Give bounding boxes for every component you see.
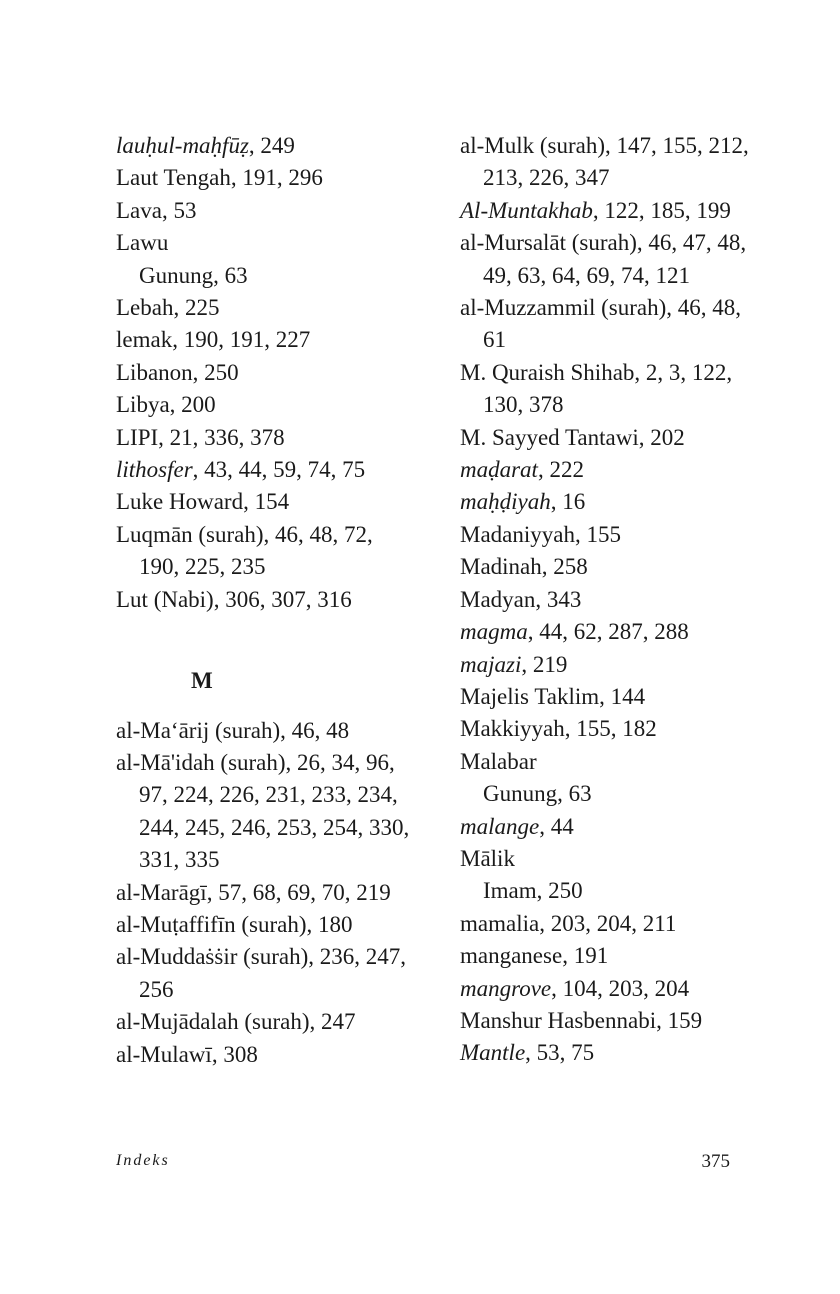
- index-term: manganese: [460, 943, 563, 969]
- index-entry: [460, 908, 750, 940]
- index-term: Makkiyyah: [460, 716, 565, 742]
- index-pages: , 250: [192, 359, 239, 385]
- index-pages: , 190, 191, 227: [172, 327, 311, 353]
- index-pages: , 191: [562, 943, 609, 969]
- index-pages: , 2, 3, 122, 130, 378: [483, 359, 733, 418]
- index-pages: , 144: [599, 683, 646, 709]
- index-pages: , 46, 48: [280, 717, 350, 743]
- index-term: al-Muṭaffifīn (surah): [116, 911, 307, 937]
- index-pages: , 306, 307, 316: [213, 586, 352, 612]
- index-entry: [116, 1039, 416, 1071]
- index-entry: [116, 909, 416, 941]
- index-entry: [460, 357, 750, 422]
- index-pages: , 203, 204, 211: [539, 910, 677, 936]
- index-term: Lut (Nabi): [116, 586, 214, 612]
- index-term: mamalia: [460, 910, 540, 936]
- index-term: M. Sayyed Tantawi: [460, 424, 639, 450]
- index-entry: [116, 747, 416, 877]
- index-term: al-Marāgī: [116, 879, 207, 905]
- index-entry: [116, 519, 416, 584]
- index-term: malange: [460, 813, 540, 839]
- index-term: al-Mursalāt (surah): [460, 230, 637, 256]
- index-term: mangrove: [460, 975, 552, 1001]
- index-entry: [460, 649, 750, 681]
- index-entry: [460, 195, 750, 227]
- index-entry: [116, 195, 416, 227]
- index-term: al-Mā'idah (surah): [116, 749, 286, 775]
- index-pages: , 180: [306, 911, 353, 937]
- index-term: al-Muzzammil (surah): [460, 295, 667, 321]
- index-pages: , 219: [521, 651, 568, 677]
- index-pages: , 43, 44, 59, 74, 75: [192, 457, 366, 483]
- index-term: maḥḍiyah: [460, 489, 551, 515]
- index-pages: , 155, 182: [564, 716, 657, 742]
- index-entry: [460, 616, 750, 648]
- index-column-left: [116, 130, 416, 1071]
- index-pages: , 154: [243, 489, 290, 515]
- index-subentry: Imam, 250: [483, 878, 583, 904]
- index-entry: [460, 713, 750, 745]
- entries-after: [116, 715, 416, 1071]
- index-pages: , 16: [550, 489, 586, 515]
- index-pages: , 57, 68, 69, 70, 219: [206, 879, 391, 905]
- index-entry: [116, 227, 416, 259]
- index-entry: [116, 324, 416, 356]
- index-pages: , 247: [309, 1009, 356, 1035]
- index-entry: [116, 486, 416, 518]
- index-pages: , 155: [574, 521, 621, 547]
- index-entry: [116, 389, 416, 421]
- index-entry: [116, 357, 416, 389]
- index-pages: , 191, 296: [230, 165, 323, 191]
- index-pages: , 53, 75: [525, 1040, 595, 1066]
- index-subentry: Gunung, 63: [139, 262, 248, 288]
- entries-before: [116, 130, 416, 616]
- index-pages: , 44, 62, 287, 288: [527, 619, 689, 645]
- index-entry: [460, 681, 750, 713]
- index-pages: , 200: [169, 392, 216, 418]
- index-term: lauḥul-maḥfūẓ: [116, 133, 249, 158]
- index-term: Mālik: [460, 845, 515, 871]
- index-pages: , 222: [537, 457, 584, 483]
- index-pages: , 21, 336, 378: [158, 424, 285, 450]
- index-entry: [460, 519, 750, 551]
- index-entry: [460, 454, 750, 486]
- index-pages: , 46, 48, 72, 190, 225, 235: [139, 521, 373, 580]
- index-entry: [460, 292, 750, 357]
- index-term: al-Muddaṡṡir (surah): [116, 944, 309, 970]
- index-pages: , 46, 47, 48, 49, 63, 64, 69, 74, 121: [483, 230, 747, 288]
- index-subentry: Gunung, 63: [483, 781, 592, 807]
- index-term: al-Ma‘ārij (surah): [116, 717, 281, 743]
- index-entry: [460, 843, 750, 875]
- index-term: Libya: [116, 392, 170, 418]
- index-term: majazi: [460, 651, 522, 677]
- index-term: lemak: [116, 327, 173, 353]
- index-entry: [460, 940, 750, 972]
- index-entry: [460, 746, 750, 778]
- index-pages: , 159: [656, 1007, 703, 1033]
- footer-section-name: Indeks: [116, 1152, 170, 1169]
- index-term: Al-Muntakhab: [460, 197, 593, 223]
- index-pages: , 53: [161, 197, 197, 223]
- index-entry: [460, 130, 750, 195]
- index-term: al-Mulk (surah): [460, 133, 605, 158]
- index-term: Majelis Taklim: [460, 683, 600, 709]
- index-entry: [116, 877, 416, 909]
- index-pages: , 46, 48, 61: [483, 295, 742, 353]
- index-entry: [116, 162, 416, 194]
- index-pages: , 308: [211, 1041, 258, 1067]
- index-term: Madyan: [460, 586, 536, 612]
- index-pages: , 104, 203, 204: [551, 975, 690, 1001]
- footer-page-number: 375: [701, 1151, 730, 1172]
- index-term: al-Mulawī: [116, 1041, 212, 1067]
- index-term: Libanon: [116, 359, 193, 385]
- index-column-right: [460, 130, 750, 1070]
- index-term: Manshur Hasbennabi: [460, 1007, 657, 1033]
- index-term: lithosfer: [116, 457, 193, 483]
- index-term: Madaniyyah: [460, 521, 575, 547]
- index-term: Lawu: [116, 230, 169, 256]
- index-term: maḍarat: [460, 457, 538, 483]
- index-pages: , 44: [539, 813, 574, 839]
- index-entry: [116, 292, 416, 324]
- index-entry: [460, 551, 750, 583]
- index-pages: , 249: [248, 133, 295, 158]
- index-term: Lebah: [116, 295, 174, 321]
- index-term: Lava: [116, 197, 162, 223]
- index-pages: , 147, 155, 212, 213, 226, 347: [483, 133, 749, 191]
- index-pages: , 258: [541, 554, 588, 580]
- entries-right: [460, 130, 750, 1070]
- index-term: Malabar: [460, 748, 537, 774]
- index-term: LIPI: [116, 424, 159, 450]
- index-term: al-Mujādalah (surah): [116, 1009, 310, 1035]
- index-entry: [460, 227, 750, 292]
- index-term: Mantle: [460, 1040, 526, 1066]
- index-pages: , 26, 34, 96, 97, 224, 226, 231, 233, 234, 244, 245, 246, 253, 254, 330, 331, 335: [139, 749, 410, 873]
- index-term: Luke Howard: [116, 489, 244, 515]
- index-entry: [460, 973, 750, 1005]
- index-pages: , 343: [535, 586, 582, 612]
- index-entry: [116, 454, 416, 486]
- index-entry: [116, 584, 416, 616]
- index-term: Luqmān (surah): [116, 521, 264, 547]
- index-term: magma: [460, 619, 528, 645]
- index-entry: [460, 584, 750, 616]
- index-pages: , 236, 247, 256: [139, 944, 407, 1002]
- index-entry: [460, 422, 750, 454]
- index-term: Laut Tengah: [116, 165, 231, 191]
- section-letter: M: [191, 668, 213, 694]
- index-entry: [116, 715, 416, 747]
- index-entry: [460, 1005, 750, 1037]
- index-entry: [460, 1037, 750, 1069]
- index-entry: [460, 811, 750, 843]
- index-pages: , 122, 185, 199: [592, 197, 731, 223]
- index-entry: [116, 1006, 416, 1038]
- index-entry: [116, 422, 416, 454]
- index-pages: , 225: [173, 295, 220, 321]
- index-entry: [116, 941, 416, 1006]
- index-term: M. Quraish Shihab: [460, 359, 635, 385]
- index-term: Madinah: [460, 554, 542, 580]
- index-pages: , 202: [638, 424, 685, 450]
- index-entry: [116, 130, 416, 162]
- index-entry: [460, 486, 750, 518]
